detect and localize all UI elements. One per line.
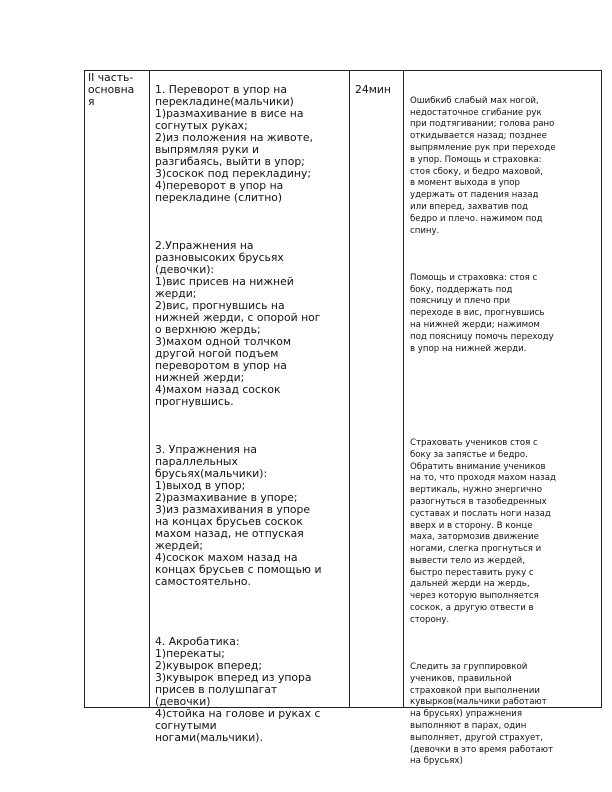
- note-block-3: Страховать учеников стоя с боку за запястье и бедро. Обратить внимание учеников на то, что проходя махом назад вертикаль, нужно энергично разогнуться в тазобедренных суставах и послать ноги назад вверх и в сторону. В конце маха, затормозив движение ногами, слегка прогнуться и вывести тело из жердей, быстро переставить руку с дальней жерди на жердь, через которую выполняется соскок, а другую отвести в сторону.: [410, 437, 556, 625]
- lesson-table: [84, 70, 602, 767]
- duration-cell: 24мин: [355, 83, 391, 96]
- exercise-block-1: 1. Переворот в упор на перекладине(мальчики) 1)размахивание в висе на согнутых руках; 2)из положения на животе, выпрямляя руки и разгибаясь, выйти в упор; 3)соскок под перекладину; 4)переворот в упор на перекладине (слитно): [155, 83, 313, 204]
- exercise-block-2: 2.Упражнения на разновысоких брусьях (девочки): 1)вис присев на нижней жерди; 2)вис, прогнувшись на нижней жерди, с опорой ног о верхнюю жердь; 3)махом одной толчком другой ногой подъем переворотом в упор на нижней жерди; 4)махом назад соскок прогнувшись.: [155, 239, 321, 408]
- methodical-notes-cell: [410, 84, 599, 780]
- column-divider: [149, 71, 150, 707]
- lesson-part-cell: II часть- основна я: [88, 71, 135, 108]
- note-block-1: Ошибкиб слабый мах ногой, недостаточное сгибание рук при подтягивании; голова рано откидывается назад; позднее выпрямление рук при переходе в упор. Помощь и страховка: стоя сбоку, и бедро маховой, в момент выхода в упор удержать от падения назад или вперед, захватив под бедро и плечо. нажимом под спину.: [410, 95, 556, 236]
- note-block-2: Помощь и страховка: стоя с боку, поддержать под поясницу и плечо при переходе в вис, прогнувшись на нижней жерди; нажимом под поясницу помочь переходу в упор на нижней жерди.: [410, 272, 554, 354]
- note-block-4: Следить за группировкой учеников, правильной страховкой при выполнении кувырков(мальчики работают на брусьях) упражнения выполняют в парах, один выполняет, другой страхует, (девочки в это время работают на брусьях): [410, 662, 553, 767]
- exercise-block-3: 3. Упражнения на параллельных брусьях(мальчики): 1)выход в упор; 2)размахивание в упоре; 3)из размахивания в упоре на концах брусьев соскок махом назад, не отпуская жердей; 4)соскок махом назад на концах брусьев с помощью и самостоятельно.: [155, 443, 322, 588]
- exercise-block-4: 4. Акробатика: 1)перекаты; 2)кувырок вперед; 3)кувырок вперед из упора присев в полушпагат (девочки) 4)стойка на голове и руках с согнутыми ногами(мальчики).: [155, 635, 321, 744]
- column-divider: [349, 71, 350, 707]
- exercises-cell: [155, 72, 347, 756]
- column-divider: [403, 71, 404, 707]
